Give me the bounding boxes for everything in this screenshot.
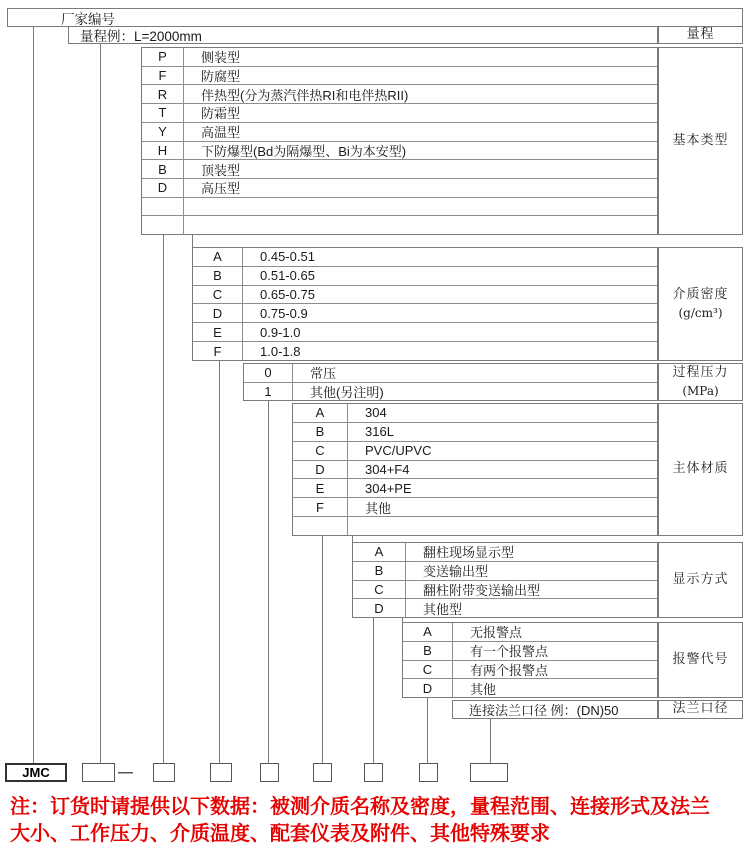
code-cell: Y	[142, 123, 184, 141]
code-cell: D	[193, 304, 243, 322]
model-code-box-range	[82, 763, 115, 782]
code-cell: B	[403, 642, 453, 660]
manufacturer-label: 厂家编号	[61, 11, 115, 27]
desc-cell: 304+PE	[365, 480, 412, 496]
code-cell: C	[353, 581, 406, 599]
model-code-box-material	[313, 763, 332, 782]
model-code-box-alarm	[419, 763, 438, 782]
connector-line	[373, 618, 374, 763]
section-label-flange: 法兰口径	[658, 700, 743, 719]
code-cell: C	[403, 661, 453, 679]
desc-cell: 1.0-1.8	[260, 343, 301, 359]
desc-cell	[184, 216, 657, 234]
table-row	[142, 179, 657, 198]
table-row	[293, 423, 657, 442]
model-code-box-flange	[470, 763, 508, 782]
code-cell: B	[293, 423, 348, 441]
connector-line	[219, 361, 220, 763]
code-cell	[142, 216, 184, 234]
code-cell: F	[142, 67, 184, 85]
code-cell: D	[142, 179, 184, 197]
code-cell: A	[403, 623, 453, 641]
section-label-range: 量程	[658, 26, 743, 44]
model-code-box-basic-type	[153, 763, 175, 782]
table-row	[293, 498, 657, 517]
range-text: 量程例：L=2000mm	[80, 29, 202, 44]
code-cell: 0	[244, 364, 293, 382]
desc-cell: 0.45-0.51	[260, 249, 315, 265]
table-row	[353, 599, 657, 617]
section-label-basic-type: 基本类型	[658, 47, 743, 235]
connector-stub	[402, 618, 403, 622]
code-cell: D	[403, 679, 453, 697]
desc-cell: 其他	[470, 681, 497, 697]
desc-cell: 常压	[310, 366, 337, 382]
pressure-unit: (MPa)	[682, 383, 719, 398]
desc-cell: 高压型	[201, 181, 241, 197]
range-row	[68, 26, 658, 44]
code-cell: B	[353, 562, 406, 580]
desc-cell: 0.51-0.65	[260, 268, 315, 284]
table-row	[193, 248, 657, 267]
model-code-box-display	[364, 763, 383, 782]
table-row	[403, 623, 657, 642]
flange-text: 连接法兰口径 例：(DN)50	[469, 703, 619, 718]
code-cell: C	[293, 442, 348, 460]
section-label-display: 显示方式	[658, 542, 743, 618]
code-cell: E	[293, 479, 348, 497]
desc-cell: 其他	[365, 500, 392, 516]
code-cell: F	[193, 342, 243, 360]
table-row	[353, 562, 657, 581]
code-cell: A	[353, 543, 406, 561]
section-label-alarm: 报警代号	[658, 622, 743, 698]
model-code-box-density	[210, 763, 232, 782]
code-cell	[293, 517, 348, 535]
order-note-line2: 大小、工作压力、介质温度、配套仪表及附件、其他特殊要求	[10, 823, 550, 845]
model-separator: —	[118, 764, 133, 781]
desc-cell: 变送输出型	[423, 564, 489, 580]
table-row	[293, 517, 657, 535]
desc-cell: 下防爆型(Bd为隔爆型、Bi为本安型)	[201, 143, 407, 159]
table-row	[142, 216, 657, 234]
table-row	[403, 642, 657, 661]
desc-cell: 其他型	[423, 601, 463, 617]
desc-cell: 0.65-0.75	[260, 287, 315, 303]
alarm-table	[402, 622, 658, 698]
code-cell: D	[353, 599, 406, 617]
table-row	[142, 198, 657, 217]
desc-cell	[184, 198, 657, 216]
desc-cell: 有一个报警点	[470, 644, 549, 660]
desc-cell: 伴热型(分为蒸汽伴热RI和电伴热RII)	[201, 87, 409, 103]
table-row	[142, 67, 657, 86]
desc-cell: 翻柱附带变送输出型	[423, 582, 541, 598]
code-cell: H	[142, 142, 184, 160]
table-row	[293, 442, 657, 461]
table-row	[403, 679, 657, 697]
table-row	[193, 323, 657, 342]
desc-cell: 304+F4	[365, 462, 410, 477]
code-cell: R	[142, 85, 184, 103]
table-row	[293, 461, 657, 480]
table-row	[293, 479, 657, 498]
connector-line	[322, 536, 323, 763]
connector-line	[100, 44, 101, 763]
display-table	[352, 542, 658, 618]
code-cell: A	[193, 248, 243, 266]
desc-cell: 翻柱现场显示型	[423, 545, 515, 561]
table-row	[142, 123, 657, 142]
desc-cell: 顶装型	[201, 162, 241, 178]
order-note	[10, 794, 748, 845]
model-prefix-box: JMC	[5, 763, 67, 782]
table-row	[193, 342, 657, 360]
desc-cell: 无报警点	[470, 625, 523, 641]
section-label-pressure: 过程压力 (MPa)	[658, 363, 743, 401]
order-note-line1: 注：订货时请提供以下数据：被测介质名称及密度，量程范围、连接形式及法兰	[10, 796, 710, 818]
connector-line	[163, 235, 164, 763]
code-cell: 1	[244, 383, 293, 401]
connector-line	[427, 698, 428, 763]
desc-cell: 0.75-0.9	[260, 305, 308, 321]
density-table	[192, 247, 658, 361]
table-row	[142, 142, 657, 161]
code-cell: D	[293, 461, 348, 479]
desc-cell: 其他(另注明)	[310, 384, 384, 400]
table-row	[353, 581, 657, 600]
desc-cell: 侧装型	[201, 50, 241, 66]
connector-stub	[192, 235, 193, 247]
desc-cell: 0.9-1.0	[260, 324, 301, 340]
connector-line	[490, 719, 491, 763]
desc-cell: 高温型	[201, 125, 241, 141]
section-label-material: 主体材质	[658, 403, 743, 536]
desc-cell: 316L	[365, 424, 394, 440]
basic-type-table	[141, 47, 658, 235]
flange-row	[452, 700, 658, 719]
code-cell: B	[142, 160, 184, 178]
desc-cell: 有两个报警点	[470, 662, 549, 678]
connector-stub	[352, 536, 353, 542]
model-code-box-pressure	[260, 763, 279, 782]
table-row	[244, 383, 657, 401]
desc-cell: 防腐型	[201, 69, 241, 85]
code-cell: E	[193, 323, 243, 341]
desc-cell: 304	[365, 405, 387, 421]
table-row	[244, 364, 657, 383]
table-row	[193, 286, 657, 305]
table-row	[193, 267, 657, 286]
table-row	[403, 661, 657, 680]
code-cell: B	[193, 267, 243, 285]
code-cell: P	[142, 48, 184, 66]
code-cell: T	[142, 104, 184, 122]
table-row	[142, 48, 657, 67]
desc-cell: PVC/UPVC	[365, 443, 432, 459]
section-label-density: 介质密度 (g/cm³)	[658, 247, 743, 361]
material-table	[292, 403, 658, 536]
code-cell: F	[293, 498, 348, 516]
pressure-table	[243, 363, 658, 401]
code-cell: C	[193, 286, 243, 304]
density-unit: (g/cm³)	[678, 305, 723, 320]
desc-cell: 防霜型	[201, 106, 241, 122]
table-row	[353, 543, 657, 562]
table-row	[142, 104, 657, 123]
code-cell	[142, 198, 184, 216]
table-row	[293, 404, 657, 423]
desc-cell	[348, 517, 657, 535]
connector-line	[33, 26, 34, 763]
table-row	[193, 304, 657, 323]
connector-line	[268, 401, 269, 763]
code-cell: A	[293, 404, 348, 422]
table-row	[142, 160, 657, 179]
table-row	[142, 85, 657, 104]
